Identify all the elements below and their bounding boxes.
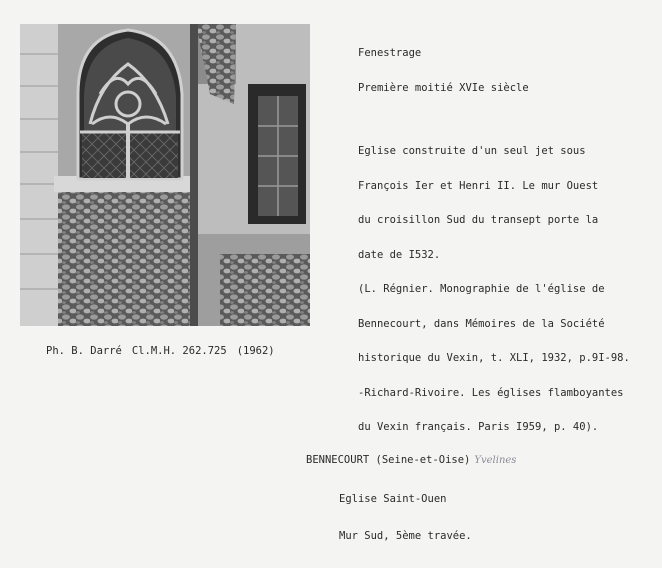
notes-body-line: -Richard-Rivoire. Les églises flamboyantes: [358, 386, 624, 399]
notes-spacer: [358, 117, 658, 123]
photograph-window-wall: [20, 24, 310, 326]
notes-body-line: du Vexin français. Paris I959, p. 40).: [358, 421, 599, 433]
church-name: Eglise Saint-Ouen: [339, 492, 447, 505]
notes-heading-line: Première moitié XVIe siècle: [358, 81, 529, 94]
photographer-name: Ph. B. Darré: [46, 345, 122, 357]
notes-body-line: François Ier et Henri II. Le mur Ouest: [358, 179, 599, 192]
notes-body-line: historique du Vexin, t. XLI, 1932, p.9I-98.: [358, 352, 630, 364]
notes-heading-line: Fenestrage: [358, 47, 422, 59]
notes-body-line: du croisillon Sud du transept porte la: [358, 214, 599, 226]
location-town-line: [306, 454, 516, 468]
photo-year: (1962): [236, 345, 275, 357]
handwritten-annotation: Yvelines: [474, 455, 517, 466]
location-detail: Mur Sud, 5ème travée.: [339, 530, 472, 542]
notes-body-line: Bennecourt, dans Mémoires de la Société: [358, 317, 605, 330]
town-name: BENNECOURT (Seine-et-Oise): [306, 454, 471, 466]
photo-reference: Cl.M.H. 262.725: [131, 345, 227, 357]
descriptive-notes: [358, 25, 658, 457]
notes-body-line: Eglise construite d'un seul jet sous: [358, 145, 586, 157]
location-block: [306, 429, 516, 568]
photo-credit: [46, 345, 285, 357]
photo-illustration: [20, 24, 310, 326]
notes-body-line: date de I532.: [358, 248, 441, 261]
notes-body-line: (L. Régnier. Monographie de l'église de: [358, 283, 605, 295]
